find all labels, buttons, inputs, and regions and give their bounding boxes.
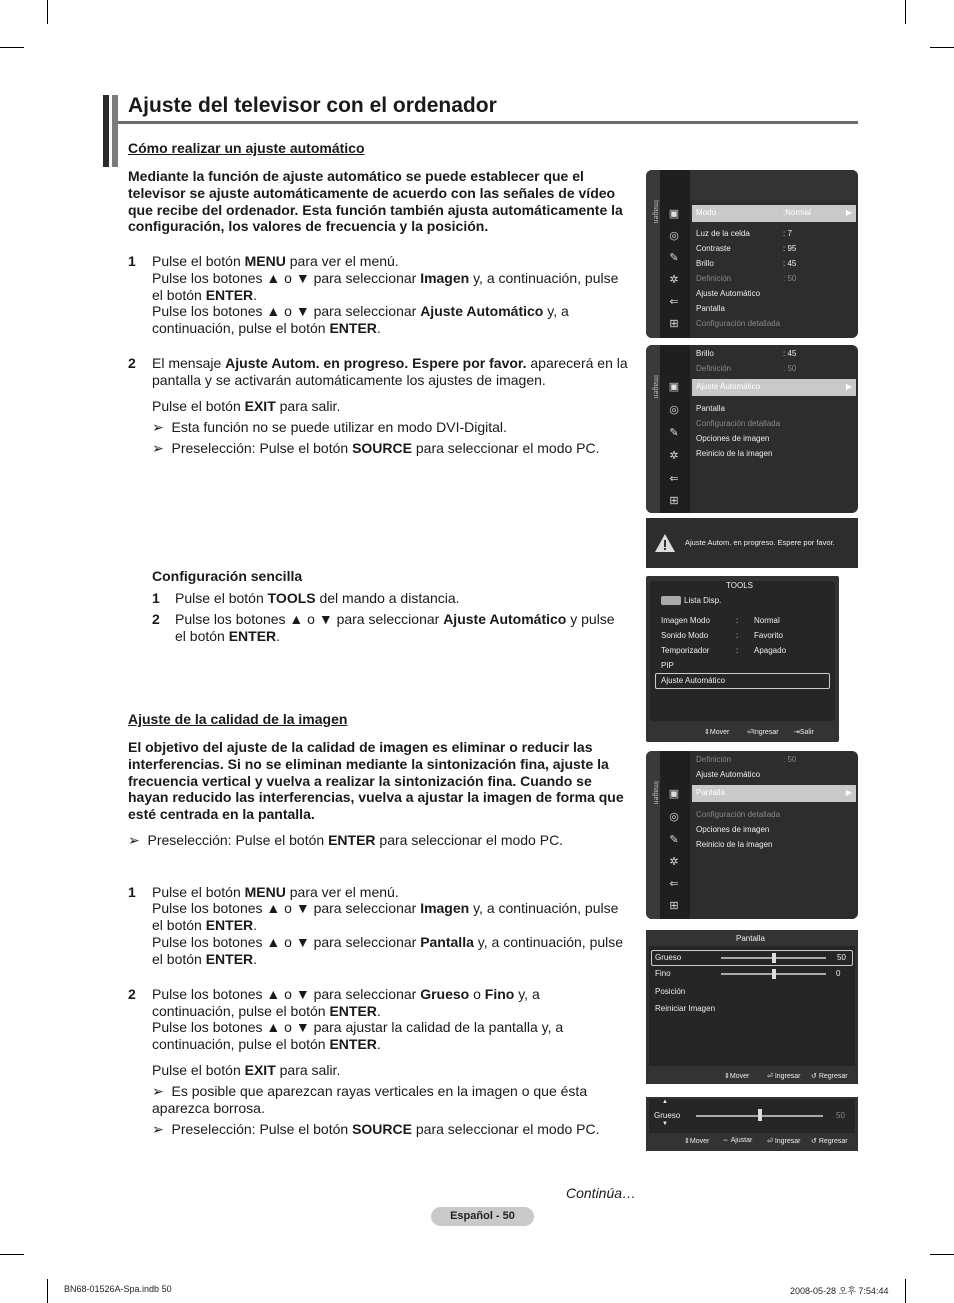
message-text: Ajuste Autom. en progreso. Espere por favor. [685,538,835,547]
tools-item-value: Apagado [754,646,787,655]
menu-item-value: : 50 [783,364,797,373]
sound-icon[interactable]: ◎ [669,230,679,242]
menu-item[interactable]: Reinicio de la imagen [696,840,773,849]
menu-item-value: :Normal [783,208,812,217]
menu-item[interactable]: Pantalla [696,404,725,413]
nav-enter: ⏎Ingresar [747,729,779,736]
slider-value: 50 [836,1111,845,1120]
step-text: Pulse el botón MENU para ver el menú. [152,884,399,900]
menu-item[interactable]: Definición [696,364,732,373]
tools-item-sep: : [736,646,739,655]
picture-icon[interactable]: ▣ [668,788,680,800]
note-arrow-icon: ➢ [152,419,164,435]
slider-label: Grueso [654,1111,681,1120]
nav-move: ⇕Mover [684,1138,710,1145]
menu-item-label: Pantalla [696,788,725,797]
page-number-badge: Español - 50 [431,1207,534,1226]
menu-item[interactable]: Opciones de imagen [696,434,770,443]
menu-item[interactable]: Brillo [696,349,714,358]
crop-mark [0,1254,24,1255]
menu-header [690,170,858,200]
menu-item[interactable]: Configuración detallada [696,319,781,328]
menu-item-value: : 45 [783,349,797,358]
nav-exit: ⇥Salir [794,729,814,736]
pantalla-menu [646,930,858,1084]
menu-side-label: Imagen [652,200,659,224]
channel-icon[interactable]: ✎ [669,834,679,846]
step-text: Pulse los botones ▲ o ▼ para seleccionar Pantalla y, a continuación, pulse el botón ENTER. [152,934,624,967]
footer-file: BN68-01526A-Spa.indb 50 [64,1284,172,1294]
menu-item[interactable]: Configuración detallada [696,810,781,819]
note [152,440,632,457]
nav-adjust: ⇔ Ajustar [722,1137,753,1144]
note-arrow-icon: ➢ [152,1083,164,1099]
nav-back: ↺ Regresar [811,1138,848,1145]
setup-icon[interactable]: ✲ [669,856,679,868]
note [128,832,628,849]
step-text: Pulse los botones ▲ o ▼ para seleccionar Imagen y, a continuación, pulse el botón ENTER. [152,900,619,933]
note-text: Es posible que aparezcan rayas verticales en la imagen o que ésta aparezca borrosa. [152,1083,588,1116]
title-rule [118,121,858,124]
menu-item[interactable]: Opciones de imagen [696,825,770,834]
fino-label[interactable]: Fino [655,969,671,978]
auto-adjust-message [646,518,858,568]
nav-move: ⇕Mover [724,1073,750,1080]
tools-item-ajuste-automatico[interactable] [655,673,830,689]
updown-icon: ⇕ [704,729,710,736]
menu-side [646,170,660,338]
input-icon[interactable]: ⇐ [669,473,679,485]
section-heading: Ajuste de la calidad de la imagen [128,711,348,727]
menu-side-label: Imagen [652,781,659,805]
menu-item[interactable]: Configuración detallada [696,419,781,428]
note-text: Preselección: Pulse el botón SOURCE para seleccionar el modo PC. [171,1121,600,1137]
menu-side [646,345,660,513]
note-text: Preselección: Pulse el botón SOURCE para seleccionar el modo PC. [171,440,600,456]
crop-mark [905,1279,906,1303]
reiniciar-imagen-item[interactable]: Reiniciar Imagen [655,1004,716,1013]
menu-item-value: : 45 [783,259,797,268]
crop-mark [930,47,954,48]
application-icon[interactable]: ⊞ [669,900,679,912]
enter-icon: ⏎ [767,1073,773,1080]
crop-mark [0,47,24,48]
menu-item-value: : 50 [783,274,797,283]
menu-item[interactable]: Definición [696,755,732,764]
step-number: 2 [128,355,136,371]
input-icon[interactable]: ⇐ [669,296,679,308]
note-text: Preselección: Pulse el botón ENTER para seleccionar el modo PC. [147,832,564,848]
menu-item-value: : 7 [783,229,792,238]
tools-menu [646,576,839,742]
menu-item[interactable]: Reinicio de la imagen [696,449,773,458]
step-number: 1 [152,590,160,606]
tools-item-label: Ajuste Automático [661,676,726,685]
tools-item-value: Favorito [754,631,783,640]
step-text: Pulse el botón MENU para ver el menú. [152,253,399,269]
application-icon[interactable]: ⊞ [669,495,679,507]
nav-enter: ⏎ Ingresar [767,1073,801,1080]
grueso-row[interactable] [651,950,853,966]
note-arrow-icon: ➢ [152,1121,164,1137]
menu-item[interactable]: Ajuste Automático [696,770,761,779]
tools-item-sep: : [736,631,739,640]
up-arrow-icon: ▲ [662,1099,668,1105]
enter-icon: ⏎ [747,729,753,736]
tools-list-disp[interactable]: Lista Disp. [684,596,722,605]
step-text: Pulse los botones ▲ o ▼ para seleccionar Ajuste Automático y, a continuación, pulse el botón ENTER. [152,303,569,336]
nav-enter: ⏎ Ingresar [767,1138,801,1145]
title-accent [112,95,118,167]
menu-item[interactable]: Pantalla [696,304,725,313]
tv-menu-imagen [646,170,858,338]
menu-side [646,751,660,919]
application-icon[interactable]: ⊞ [669,318,679,330]
menu-item-label: Modo [696,208,717,217]
note [152,1083,602,1117]
step-text: Pulse los botones ▲ o ▼ para ajustar la calidad de la pantalla y, a continuación, pulse el botón ENTER. [152,1019,564,1052]
down-arrow-icon: ▼ [662,1121,668,1127]
updown-icon: ⇕ [684,1138,690,1145]
menu-item[interactable]: Luz de la celda [696,229,750,238]
intro-paragraph: Mediante la función de ajuste automático se puede establecer que el televisor se ajuste automáticamente de acuerdo con las señales de vídeo que recibe del ordenador. Esta función también ajusta automáticamente la configuración, los valores de frecuencia y la posición. [128,168,623,235]
menu-item[interactable]: Contraste [696,244,731,253]
section-heading: Cómo realizar un ajuste automático [128,140,365,156]
tools-item-sep: : [736,616,739,625]
menu-item[interactable]: Brillo [696,259,714,268]
step-text: Pulse los botones ▲ o ▼ para seleccionar Grueso o Fino y, a continuación, pulse el botón ENTER. [152,986,540,1019]
channel-icon[interactable]: ✎ [669,427,679,439]
arrow-right-icon: ▶ [845,208,852,217]
nav-back: ↺ Regresar [811,1073,848,1080]
crop-mark [905,0,906,24]
menu-item[interactable]: Definición [696,274,732,283]
note-arrow-icon: ➢ [152,440,164,456]
grueso-label: Grueso [655,953,682,962]
note [152,419,632,436]
menu-item-ajuste-automatico[interactable] [692,379,856,396]
note-arrow-icon: ➢ [128,832,140,848]
crop-mark [930,1254,954,1255]
fino-value: 0 [836,969,841,978]
grueso-slider-thumb[interactable] [772,953,776,963]
step-text: Pulse el botón EXIT para salir. [152,398,341,414]
posicion-item[interactable]: Posición [655,987,686,996]
grueso-adjust-bar [646,1097,858,1151]
tools-item-label[interactable]: PIP [661,661,674,670]
setup-icon[interactable]: ✲ [669,274,679,286]
title-accent [103,95,109,167]
nav-move: ⇕Mover [704,729,730,736]
footer-date: 2008-05-28 오후 7:54:44 [790,1286,889,1296]
return-icon: ↺ [811,1138,817,1145]
tools-item-label[interactable]: Sonido Modo [661,631,709,640]
leftright-icon: ⇔ [722,1137,729,1144]
intro-paragraph: El objetivo del ajuste de la calidad de imagen es eliminar o reducir las interferencias. Si no se eliminan mediante la sintonización fina, ajuste la frecuencia vertical y vuelva a realizar la sintonización fina. Cuando se hayan reducido las interferencias, vuelva a ajustar la imagen de forma que esté centrada en la pantalla. [128,739,624,823]
menu-item-value: : 95 [783,244,797,253]
tools-title: TOOLS [726,581,753,590]
picture-icon[interactable]: ▣ [668,208,680,220]
crop-mark [47,0,48,24]
setup-icon[interactable]: ✲ [669,450,679,462]
exit-icon: ⇥ [794,729,800,736]
crop-mark [47,1279,48,1303]
tools-item-label[interactable]: Temporizador [661,646,710,655]
step-text: Pulse el botón TOOLS del mando a distancia. [175,590,460,606]
enter-icon: ⏎ [767,1138,773,1145]
input-icon[interactable]: ⇐ [669,878,679,890]
continued-label: Continúa… [566,1185,637,1201]
sound-icon[interactable]: ◎ [669,811,679,823]
tools-item-label[interactable]: Imagen Modo [661,616,710,625]
sound-icon[interactable]: ◎ [669,404,679,416]
step-number: 1 [128,253,136,269]
menu-item-value: : 50 [783,755,797,764]
arrow-right-icon: ▶ [845,788,852,797]
step-text: Pulse los botones ▲ o ▼ para seleccionar Ajuste Automático y pulse el botón ENTER. [175,611,615,644]
menu-item-pantalla[interactable] [692,785,856,802]
step-number: 2 [128,986,136,1002]
warning-icon [654,533,676,553]
easy-setup-heading: Configuración sencilla [152,568,303,584]
menu-item-label: Ajuste Automático [696,382,761,391]
fino-slider-thumb[interactable] [772,969,776,979]
return-icon: ↺ [811,1073,817,1080]
channel-icon[interactable]: ✎ [669,252,679,264]
note [152,1121,632,1138]
tv-menu-imagen-pantalla [646,751,858,919]
step-text: El mensaje Ajuste Autom. en progreso. Espere por favor. aparecerá en la pantalla y se activarán automáticamente los ajustes de imagen. [152,355,628,388]
step-text: Pulse el botón EXIT para salir. [152,1062,341,1078]
tools-item-value: Normal [754,616,780,625]
menu-item-modo[interactable] [692,205,856,222]
menu-side-label: Imagen [652,375,659,399]
step-number: 1 [128,884,136,900]
pantalla-title: Pantalla [736,934,765,943]
menu-item[interactable]: Ajuste Automático [696,289,761,298]
remote-icon [661,596,681,605]
slider-thumb[interactable] [758,1109,762,1121]
step-text: Pulse los botones ▲ o ▼ para seleccionar Imagen y, a continuación, pulse el botón ENTER. [152,270,619,303]
grueso-value: 50 [837,953,846,962]
page-title: Ajuste del televisor con el ordenador [128,94,497,117]
picture-icon[interactable]: ▣ [668,381,680,393]
tv-menu-imagen-ajuste [646,345,858,513]
note-text: Esta función no se puede utilizar en modo DVI-Digital. [171,419,507,435]
updown-icon: ⇕ [724,1073,730,1080]
step-number: 2 [152,611,160,627]
arrow-right-icon: ▶ [845,382,852,391]
